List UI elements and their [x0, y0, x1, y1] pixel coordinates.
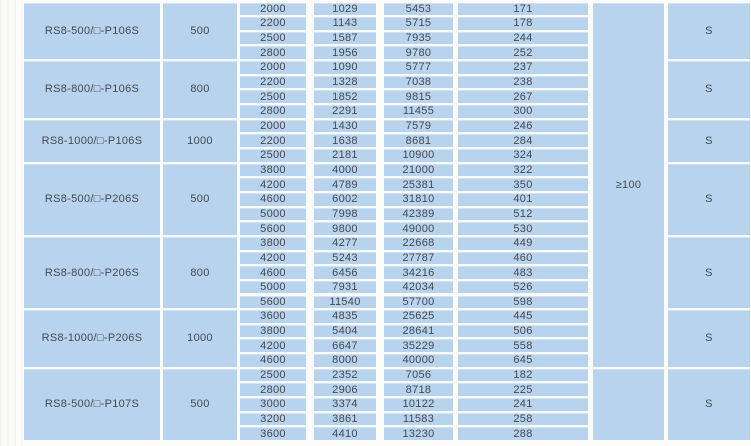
data-cell: 324	[458, 149, 588, 162]
capacity-cell: 1000	[163, 120, 237, 162]
data-cell: 7579	[384, 120, 453, 133]
data-cell: 3600	[240, 427, 306, 440]
data-cell: 241	[458, 398, 588, 411]
data-cell: 350	[458, 178, 588, 191]
data-cell: 2500	[240, 369, 306, 382]
data-cell: 3861	[314, 413, 376, 426]
data-cell: 182	[458, 369, 588, 382]
capacity-cell: 800	[163, 237, 237, 308]
data-cell: 31810	[384, 193, 453, 206]
data-cell: 9800	[314, 222, 376, 235]
data-cell: 35229	[384, 339, 453, 352]
data-cell: 645	[458, 354, 588, 367]
data-cell: 445	[458, 310, 588, 323]
data-cell: 512	[458, 208, 588, 221]
data-cell: 598	[458, 296, 588, 309]
data-cell: 2500	[240, 149, 306, 162]
data-cell: 3200	[240, 413, 306, 426]
data-cell: 42389	[384, 208, 453, 221]
data-cell: 4200	[240, 178, 306, 191]
data-cell: 460	[458, 252, 588, 265]
data-cell: 238	[458, 76, 588, 89]
data-cell: 3800	[240, 164, 306, 177]
data-cell: 6647	[314, 339, 376, 352]
grade-cell: S	[668, 120, 750, 162]
data-cell: 2291	[314, 105, 376, 118]
data-cell: 4835	[314, 310, 376, 323]
data-cell: 5600	[240, 222, 306, 235]
data-cell: 3600	[240, 310, 306, 323]
data-cell: 284	[458, 134, 588, 147]
data-cell: 11540	[314, 296, 376, 309]
data-cell: 2000	[240, 61, 306, 74]
model-cell: RS8-500/□-P107S	[24, 369, 160, 440]
data-cell: 7038	[384, 76, 453, 89]
grade-cell: S	[668, 310, 750, 367]
data-cell: 25381	[384, 178, 453, 191]
data-cell: 530	[458, 222, 588, 235]
data-cell: 2200	[240, 134, 306, 147]
data-cell: 2200	[240, 17, 306, 30]
data-cell: 2000	[240, 120, 306, 133]
data-cell: 49000	[384, 222, 453, 235]
data-cell: 5600	[240, 296, 306, 309]
model-cell: RS8-500/□-P106S	[24, 3, 160, 60]
data-cell: 2800	[240, 105, 306, 118]
data-cell: 4200	[240, 339, 306, 352]
capacity-cell: 500	[163, 369, 237, 440]
data-cell: 3000	[240, 398, 306, 411]
data-cell: 225	[458, 383, 588, 396]
data-cell: 4600	[240, 193, 306, 206]
data-cell: 5000	[240, 281, 306, 294]
model-cell: RS8-1000/□-P206S	[24, 310, 160, 367]
data-cell: 288	[458, 427, 588, 440]
model-cell: RS8-800/□-P206S	[24, 237, 160, 308]
model-cell: RS8-800/□-P106S	[24, 61, 160, 118]
data-cell: 5715	[384, 17, 453, 30]
data-cell: 4200	[240, 252, 306, 265]
data-cell: 4000	[314, 164, 376, 177]
data-cell: 5404	[314, 325, 376, 338]
data-cell: 2906	[314, 383, 376, 396]
model-cell: RS8-500/□-P206S	[24, 164, 160, 235]
data-cell: 2800	[240, 46, 306, 59]
grade-cell: S	[668, 3, 750, 60]
data-cell: 6456	[314, 266, 376, 279]
data-cell: 11583	[384, 413, 453, 426]
data-cell: 3800	[240, 237, 306, 250]
data-cell: 5243	[314, 252, 376, 265]
data-cell: 1143	[314, 17, 376, 30]
data-cell: 4277	[314, 237, 376, 250]
capacity-cell: 800	[163, 61, 237, 118]
data-cell: 558	[458, 339, 588, 352]
data-cell: 401	[458, 193, 588, 206]
data-cell: 28641	[384, 325, 453, 338]
data-cell: 483	[458, 266, 588, 279]
data-cell: 1328	[314, 76, 376, 89]
data-cell: 4600	[240, 266, 306, 279]
data-cell: 2800	[240, 383, 306, 396]
data-cell: 246	[458, 120, 588, 133]
data-cell: 42034	[384, 281, 453, 294]
data-cell: 3800	[240, 325, 306, 338]
capacity-cell: 500	[163, 3, 237, 60]
data-cell: 1638	[314, 134, 376, 147]
data-cell: 1029	[314, 3, 376, 16]
data-cell: 252	[458, 46, 588, 59]
data-cell: 9815	[384, 90, 453, 103]
data-cell: 6002	[314, 193, 376, 206]
data-cell: 322	[458, 164, 588, 177]
data-cell: 2000	[240, 3, 306, 16]
data-cell: 5000	[240, 208, 306, 221]
data-cell: 244	[458, 32, 588, 45]
data-cell: 267	[458, 90, 588, 103]
data-cell: 1430	[314, 120, 376, 133]
data-cell: 57700	[384, 296, 453, 309]
data-cell: 1587	[314, 32, 376, 45]
data-cell: 34216	[384, 266, 453, 279]
data-cell: 40000	[384, 354, 453, 367]
data-cell: 4410	[314, 427, 376, 440]
data-cell: 8000	[314, 354, 376, 367]
capacity-cell: 1000	[163, 310, 237, 367]
data-cell: 2181	[314, 149, 376, 162]
data-cell: 2500	[240, 32, 306, 45]
data-cell: 2352	[314, 369, 376, 382]
model-cell: RS8-1000/□-P106S	[24, 120, 160, 162]
noise-level-cell: ≥100	[593, 3, 664, 367]
scan-margin-artifact	[0, 0, 22, 446]
data-cell: 526	[458, 281, 588, 294]
data-cell: 237	[458, 61, 588, 74]
data-cell: 4600	[240, 354, 306, 367]
data-cell: 506	[458, 325, 588, 338]
data-cell: 258	[458, 413, 588, 426]
noise-level-cell-empty	[593, 369, 664, 440]
data-cell: 21000	[384, 164, 453, 177]
data-cell: 1090	[314, 61, 376, 74]
data-cell: 10122	[384, 398, 453, 411]
data-cell: 7931	[314, 281, 376, 294]
data-cell: 5453	[384, 3, 453, 16]
grade-cell: S	[668, 237, 750, 308]
grade-cell: S	[668, 369, 750, 440]
data-cell: 2500	[240, 90, 306, 103]
data-cell: 7998	[314, 208, 376, 221]
data-cell: 13230	[384, 427, 453, 440]
data-cell: 178	[458, 17, 588, 30]
capacity-cell: 500	[163, 164, 237, 235]
data-cell: 300	[458, 105, 588, 118]
data-cell: 171	[458, 3, 588, 16]
data-cell: 25625	[384, 310, 453, 323]
data-cell: 11455	[384, 105, 453, 118]
data-cell: 449	[458, 237, 588, 250]
grade-cell: S	[668, 61, 750, 118]
data-cell: 5777	[384, 61, 453, 74]
data-cell: 10900	[384, 149, 453, 162]
data-cell: 8681	[384, 134, 453, 147]
data-cell: 7056	[384, 369, 453, 382]
data-cell: 22668	[384, 237, 453, 250]
data-cell: 8718	[384, 383, 453, 396]
data-cell: 3374	[314, 398, 376, 411]
data-cell: 1956	[314, 46, 376, 59]
grade-cell: S	[668, 164, 750, 235]
data-cell: 2200	[240, 76, 306, 89]
data-cell: 9780	[384, 46, 453, 59]
data-cell: 1852	[314, 90, 376, 103]
data-cell: 4789	[314, 178, 376, 191]
data-cell: 27787	[384, 252, 453, 265]
data-cell: 7935	[384, 32, 453, 45]
